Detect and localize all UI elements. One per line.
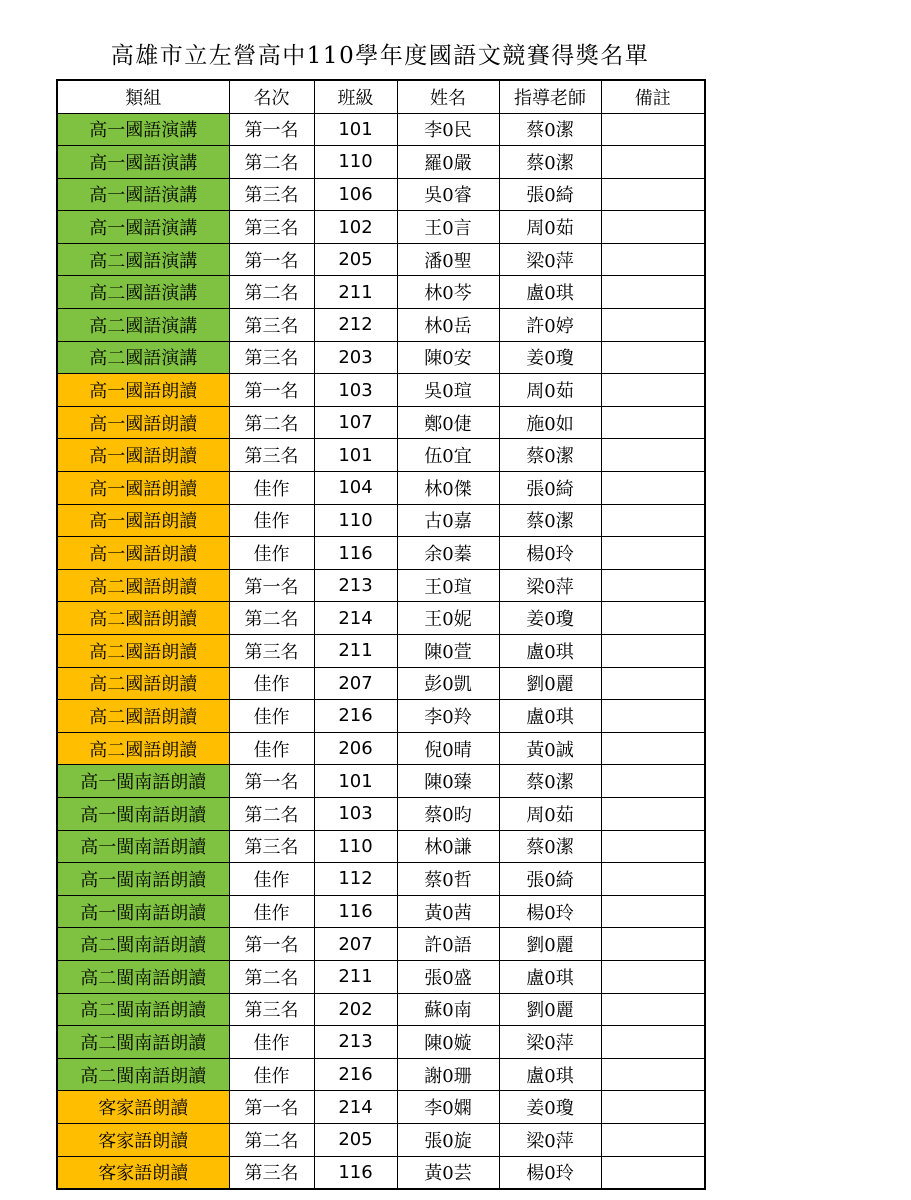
page-title: 高雄市立左營高中110學年度國語文競賽得獎名單 <box>110 43 650 69</box>
rank-cell: 第三名 <box>229 993 314 1026</box>
table-row <box>57 635 705 668</box>
class-cell: 213 <box>314 569 397 602</box>
teacher-cell: 盧0琪 <box>499 960 601 993</box>
rank-cell: 第三名 <box>229 439 314 472</box>
class-cell: 214 <box>314 602 397 635</box>
table-row <box>57 1123 705 1156</box>
rank-cell: 佳作 <box>229 472 314 505</box>
note-cell <box>601 504 705 537</box>
class-cell: 216 <box>314 1058 397 1091</box>
student-name-cell: 李0羚 <box>397 700 499 733</box>
rank-cell: 第三名 <box>229 830 314 863</box>
table-row <box>57 504 705 537</box>
teacher-cell: 周0茹 <box>499 211 601 244</box>
note-cell <box>601 1026 705 1059</box>
rank-cell: 佳作 <box>229 1026 314 1059</box>
category-cell: 高一國語演講 <box>57 211 229 244</box>
table-row <box>57 667 705 700</box>
table-row <box>57 700 705 733</box>
rank-cell: 第二名 <box>229 797 314 830</box>
table-row <box>57 732 705 765</box>
category-cell: 高二國語演講 <box>57 243 229 276</box>
table-row <box>57 178 705 211</box>
student-name-cell: 吳0瑄 <box>397 374 499 407</box>
note-cell <box>601 1156 705 1189</box>
teacher-cell: 梁0萍 <box>499 1026 601 1059</box>
rank-cell: 第一名 <box>229 113 314 146</box>
note-cell <box>601 765 705 798</box>
category-cell: 高一閩南語朗讀 <box>57 863 229 896</box>
table-row <box>57 895 705 928</box>
teacher-cell: 盧0琪 <box>499 635 601 668</box>
note-cell <box>601 341 705 374</box>
rank-cell: 第三名 <box>229 309 314 342</box>
category-cell: 高一國語朗讀 <box>57 439 229 472</box>
class-cell: 101 <box>314 439 397 472</box>
teacher-cell: 姜0瓊 <box>499 602 601 635</box>
teacher-cell: 張0綺 <box>499 863 601 896</box>
class-cell: 212 <box>314 309 397 342</box>
student-name-cell: 王0妮 <box>397 602 499 635</box>
student-name-cell: 林0謙 <box>397 830 499 863</box>
table-row <box>57 960 705 993</box>
rank-cell: 第二名 <box>229 602 314 635</box>
table-row <box>57 797 705 830</box>
rank-cell: 第三名 <box>229 635 314 668</box>
note-cell <box>601 276 705 309</box>
table-header-row <box>57 80 705 113</box>
teacher-cell: 劉0麗 <box>499 928 601 961</box>
teacher-cell: 楊0玲 <box>499 895 601 928</box>
table-row <box>57 374 705 407</box>
table-row <box>57 1156 705 1189</box>
teacher-cell: 蔡0潔 <box>499 146 601 179</box>
teacher-cell: 楊0玲 <box>499 537 601 570</box>
category-cell: 高一國語朗讀 <box>57 504 229 537</box>
teacher-cell: 劉0麗 <box>499 667 601 700</box>
rank-cell: 佳作 <box>229 863 314 896</box>
student-name-cell: 黃0芸 <box>397 1156 499 1189</box>
class-cell: 112 <box>314 863 397 896</box>
category-cell: 高一閩南語朗讀 <box>57 765 229 798</box>
category-cell: 高二國語朗讀 <box>57 635 229 668</box>
table-row <box>57 1091 705 1124</box>
student-name-cell: 羅0嚴 <box>397 146 499 179</box>
student-name-cell: 李0嫻 <box>397 1091 499 1124</box>
class-cell: 103 <box>314 374 397 407</box>
rank-cell: 第一名 <box>229 765 314 798</box>
teacher-cell: 許0婷 <box>499 309 601 342</box>
category-cell: 客家語朗讀 <box>57 1091 229 1124</box>
student-name-cell: 陳0嫙 <box>397 1026 499 1059</box>
category-cell: 高二國語演講 <box>57 276 229 309</box>
class-cell: 101 <box>314 765 397 798</box>
rank-cell: 第二名 <box>229 276 314 309</box>
rank-cell: 第二名 <box>229 960 314 993</box>
student-name-cell: 陳0萱 <box>397 635 499 668</box>
category-cell: 高一國語朗讀 <box>57 537 229 570</box>
class-cell: 205 <box>314 1123 397 1156</box>
category-cell: 高一國語演講 <box>57 146 229 179</box>
table-row <box>57 472 705 505</box>
student-name-cell: 黃0茜 <box>397 895 499 928</box>
class-cell: 211 <box>314 635 397 668</box>
class-cell: 116 <box>314 1156 397 1189</box>
note-cell <box>601 537 705 570</box>
table-row <box>57 146 705 179</box>
rank-cell: 佳作 <box>229 732 314 765</box>
note-cell <box>601 243 705 276</box>
table-row <box>57 243 705 276</box>
note-cell <box>601 863 705 896</box>
header-rank: 名次 <box>229 80 314 113</box>
rank-cell: 第一名 <box>229 1091 314 1124</box>
table-row <box>57 439 705 472</box>
category-cell: 客家語朗讀 <box>57 1123 229 1156</box>
header-note: 備註 <box>601 80 705 113</box>
teacher-cell: 蔡0潔 <box>499 765 601 798</box>
student-name-cell: 林0岳 <box>397 309 499 342</box>
class-cell: 214 <box>314 1091 397 1124</box>
rank-cell: 第三名 <box>229 341 314 374</box>
note-cell <box>601 732 705 765</box>
category-cell: 高二國語朗讀 <box>57 732 229 765</box>
category-cell: 高一國語演講 <box>57 178 229 211</box>
teacher-cell: 楊0玲 <box>499 1156 601 1189</box>
table-row <box>57 276 705 309</box>
student-name-cell: 張0盛 <box>397 960 499 993</box>
student-name-cell: 伍0宜 <box>397 439 499 472</box>
class-cell: 106 <box>314 178 397 211</box>
class-cell: 116 <box>314 895 397 928</box>
table-row <box>57 1026 705 1059</box>
note-cell <box>601 178 705 211</box>
student-name-cell: 吳0睿 <box>397 178 499 211</box>
category-cell: 高一閩南語朗讀 <box>57 797 229 830</box>
note-cell <box>601 928 705 961</box>
teacher-cell: 劉0麗 <box>499 993 601 1026</box>
header-category: 類組 <box>57 80 229 113</box>
table-row <box>57 602 705 635</box>
teacher-cell: 蔡0潔 <box>499 830 601 863</box>
class-cell: 103 <box>314 797 397 830</box>
table-body <box>57 113 705 1189</box>
class-cell: 102 <box>314 211 397 244</box>
note-cell <box>601 993 705 1026</box>
student-name-cell: 蘇0南 <box>397 993 499 1026</box>
teacher-cell: 張0綺 <box>499 178 601 211</box>
class-cell: 110 <box>314 504 397 537</box>
note-cell <box>601 211 705 244</box>
note-cell <box>601 667 705 700</box>
note-cell <box>601 472 705 505</box>
rank-cell: 第三名 <box>229 178 314 211</box>
category-cell: 高二閩南語朗讀 <box>57 1058 229 1091</box>
teacher-cell: 姜0瓊 <box>499 1091 601 1124</box>
student-name-cell: 林0傑 <box>397 472 499 505</box>
student-name-cell: 倪0晴 <box>397 732 499 765</box>
note-cell <box>601 569 705 602</box>
rank-cell: 第一名 <box>229 243 314 276</box>
note-cell <box>601 635 705 668</box>
note-cell <box>601 700 705 733</box>
category-cell: 高一國語朗讀 <box>57 406 229 439</box>
table-row <box>57 1058 705 1091</box>
teacher-cell: 黃0誠 <box>499 732 601 765</box>
class-cell: 207 <box>314 667 397 700</box>
teacher-cell: 梁0萍 <box>499 1123 601 1156</box>
student-name-cell: 王0言 <box>397 211 499 244</box>
table-row <box>57 309 705 342</box>
rank-cell: 佳作 <box>229 700 314 733</box>
category-cell: 高二閩南語朗讀 <box>57 993 229 1026</box>
class-cell: 203 <box>314 341 397 374</box>
rank-cell: 佳作 <box>229 667 314 700</box>
note-cell <box>601 309 705 342</box>
student-name-cell: 余0蓁 <box>397 537 499 570</box>
category-cell: 高二國語演講 <box>57 341 229 374</box>
rank-cell: 第一名 <box>229 928 314 961</box>
class-cell: 110 <box>314 830 397 863</box>
teacher-cell: 盧0琪 <box>499 1058 601 1091</box>
category-cell: 高二國語朗讀 <box>57 667 229 700</box>
note-cell <box>601 960 705 993</box>
class-cell: 101 <box>314 113 397 146</box>
teacher-cell: 姜0瓊 <box>499 341 601 374</box>
teacher-cell: 周0茹 <box>499 374 601 407</box>
rank-cell: 佳作 <box>229 895 314 928</box>
student-name-cell: 張0旋 <box>397 1123 499 1156</box>
rank-cell: 第一名 <box>229 569 314 602</box>
student-name-cell: 王0瑄 <box>397 569 499 602</box>
note-cell <box>601 895 705 928</box>
note-cell <box>601 113 705 146</box>
rank-cell: 佳作 <box>229 537 314 570</box>
class-cell: 205 <box>314 243 397 276</box>
student-name-cell: 謝0珊 <box>397 1058 499 1091</box>
class-cell: 116 <box>314 537 397 570</box>
student-name-cell: 陳0臻 <box>397 765 499 798</box>
rank-cell: 佳作 <box>229 504 314 537</box>
category-cell: 高一國語朗讀 <box>57 472 229 505</box>
table-row <box>57 341 705 374</box>
teacher-cell: 盧0琪 <box>499 700 601 733</box>
category-cell: 高一國語演講 <box>57 113 229 146</box>
table-row <box>57 765 705 798</box>
student-name-cell: 林0芩 <box>397 276 499 309</box>
teacher-cell: 蔡0潔 <box>499 113 601 146</box>
table-row <box>57 993 705 1026</box>
student-name-cell: 蔡0昀 <box>397 797 499 830</box>
class-cell: 202 <box>314 993 397 1026</box>
student-name-cell: 潘0聖 <box>397 243 499 276</box>
note-cell <box>601 602 705 635</box>
note-cell <box>601 1058 705 1091</box>
category-cell: 高二閩南語朗讀 <box>57 1026 229 1059</box>
teacher-cell: 梁0萍 <box>499 243 601 276</box>
rank-cell: 第二名 <box>229 146 314 179</box>
table-row <box>57 113 705 146</box>
rank-cell: 第三名 <box>229 1156 314 1189</box>
class-cell: 104 <box>314 472 397 505</box>
student-name-cell: 許0語 <box>397 928 499 961</box>
note-cell <box>601 374 705 407</box>
class-cell: 213 <box>314 1026 397 1059</box>
teacher-cell: 盧0琪 <box>499 276 601 309</box>
table-row <box>57 830 705 863</box>
student-name-cell: 鄭0倢 <box>397 406 499 439</box>
note-cell <box>601 146 705 179</box>
awards-table <box>56 79 706 1190</box>
rank-cell: 第二名 <box>229 406 314 439</box>
class-cell: 211 <box>314 960 397 993</box>
category-cell: 高二國語朗讀 <box>57 602 229 635</box>
note-cell <box>601 830 705 863</box>
note-cell <box>601 1123 705 1156</box>
category-cell: 高一閩南語朗讀 <box>57 895 229 928</box>
header-name: 姓名 <box>397 80 499 113</box>
student-name-cell: 蔡0哲 <box>397 863 499 896</box>
note-cell <box>601 797 705 830</box>
rank-cell: 第一名 <box>229 374 314 407</box>
note-cell <box>601 439 705 472</box>
header-teacher: 指導老師 <box>499 80 601 113</box>
class-cell: 211 <box>314 276 397 309</box>
table-row <box>57 569 705 602</box>
table-row <box>57 211 705 244</box>
teacher-cell: 張0綺 <box>499 472 601 505</box>
table-row <box>57 863 705 896</box>
category-cell: 高二國語朗讀 <box>57 569 229 602</box>
category-cell: 高二國語朗讀 <box>57 700 229 733</box>
category-cell: 高二國語演講 <box>57 309 229 342</box>
note-cell <box>601 406 705 439</box>
student-name-cell: 李0民 <box>397 113 499 146</box>
class-cell: 107 <box>314 406 397 439</box>
student-name-cell: 陳0安 <box>397 341 499 374</box>
table-row <box>57 537 705 570</box>
table-row <box>57 406 705 439</box>
teacher-cell: 周0茹 <box>499 797 601 830</box>
category-cell: 高一國語朗讀 <box>57 374 229 407</box>
category-cell: 高二閩南語朗讀 <box>57 928 229 961</box>
student-name-cell: 彭0凱 <box>397 667 499 700</box>
header-class: 班級 <box>314 80 397 113</box>
class-cell: 206 <box>314 732 397 765</box>
class-cell: 110 <box>314 146 397 179</box>
table-row <box>57 928 705 961</box>
rank-cell: 第二名 <box>229 1123 314 1156</box>
note-cell <box>601 1091 705 1124</box>
rank-cell: 第三名 <box>229 211 314 244</box>
category-cell: 客家語朗讀 <box>57 1156 229 1189</box>
rank-cell: 佳作 <box>229 1058 314 1091</box>
student-name-cell: 古0嘉 <box>397 504 499 537</box>
teacher-cell: 梁0萍 <box>499 569 601 602</box>
class-cell: 207 <box>314 928 397 961</box>
teacher-cell: 蔡0潔 <box>499 504 601 537</box>
category-cell: 高一閩南語朗讀 <box>57 830 229 863</box>
category-cell: 高二閩南語朗讀 <box>57 960 229 993</box>
teacher-cell: 施0如 <box>499 406 601 439</box>
class-cell: 216 <box>314 700 397 733</box>
teacher-cell: 蔡0潔 <box>499 439 601 472</box>
